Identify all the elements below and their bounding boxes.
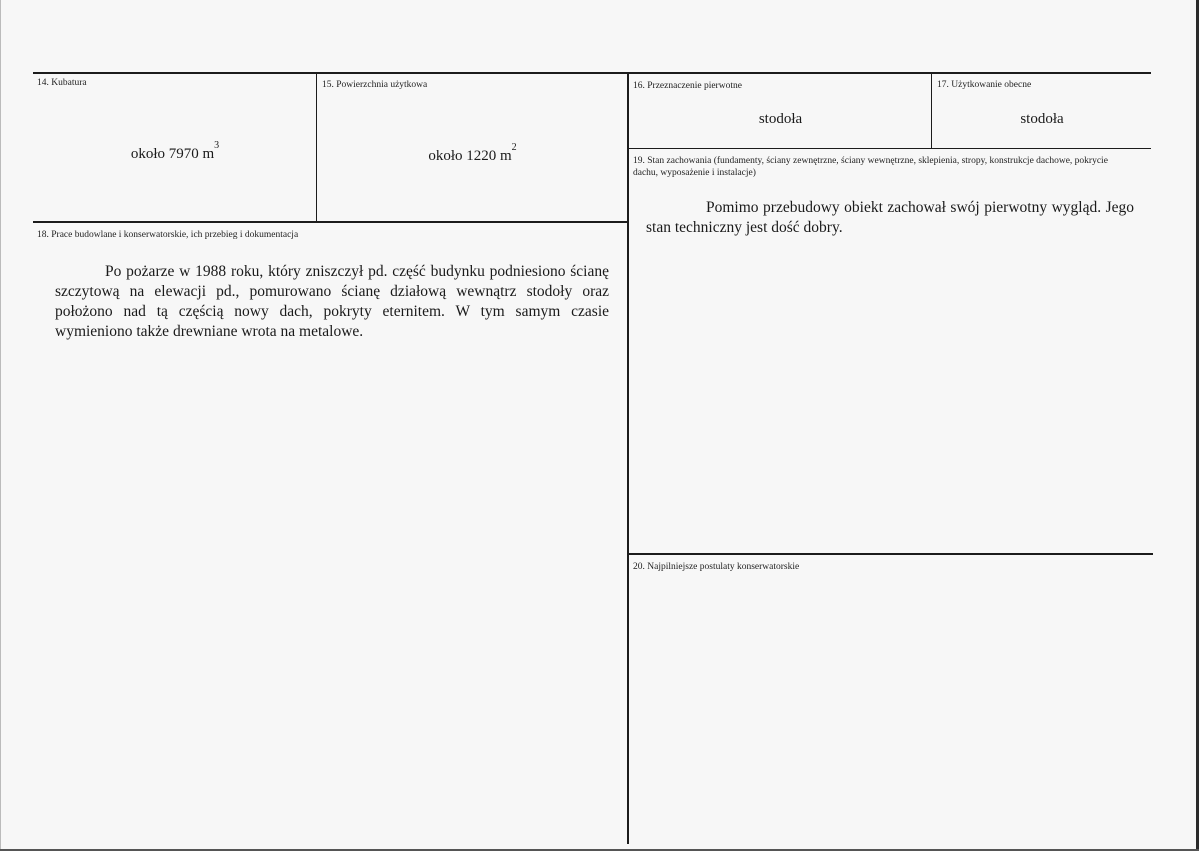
field16-label: 16. Przeznaczenie pierwotne bbox=[633, 81, 742, 91]
field15-value-unit-exponent: 2 bbox=[511, 142, 517, 153]
field19-text: Pomimo przebudowy obiekt zachował swój pierwotny wygląd. Jego stan techniczny jest dość dobry. bbox=[646, 199, 1134, 236]
divider-16-17 bbox=[931, 74, 932, 149]
field14-value-text: około 7970 m bbox=[130, 146, 215, 162]
field16-value: stodoła bbox=[758, 111, 803, 127]
field14-value bbox=[34, 140, 316, 163]
field19-label: 19. Stan zachowania (fundamenty, ściany zewnętrzne, ściany wewnętrzne, sklepienia, stropy, konstrukcje dachowe, pokrycie dachu, wyposażenie i instalacje) bbox=[633, 156, 1108, 178]
rule-above-19 bbox=[628, 148, 1151, 149]
field15-value-text: około 1220 m bbox=[428, 148, 512, 164]
divider-14-15 bbox=[316, 74, 317, 222]
field15-value bbox=[318, 142, 627, 165]
field15-label: 15. Powierzchnia użytkowa bbox=[322, 80, 428, 90]
rule-above-18 bbox=[33, 221, 628, 223]
field14-label: 14. Kubatura bbox=[37, 78, 87, 88]
field18-text: Po pożarze w 1988 roku, który zniszczył pd. część budynku podniesiono ścianę szczytową na elewacji pd., pomurowano ścianę działową wewnątrz stodoły oraz położono nad tą częścią nowy dach, pokryty eternitem. W tym samym czasie wymieniono także drewniane wrota na metalowe. bbox=[55, 263, 609, 340]
center-divider bbox=[627, 74, 629, 844]
field18-label: 18. Prace budowlane i konserwatorskie, ich przebieg i dokumentacja bbox=[37, 230, 299, 240]
field17-value: stodoła bbox=[1020, 111, 1064, 127]
field17-label: 17. Użytkowanie obecne bbox=[937, 80, 1032, 90]
top-rule bbox=[33, 72, 1151, 74]
field20-label: 20. Najpilniejsze postulaty konserwatorskie bbox=[633, 562, 800, 572]
scan-edge-left bbox=[0, 0, 1, 851]
field14-value-unit-exponent: 3 bbox=[214, 140, 220, 151]
rule-above-20 bbox=[628, 553, 1153, 555]
